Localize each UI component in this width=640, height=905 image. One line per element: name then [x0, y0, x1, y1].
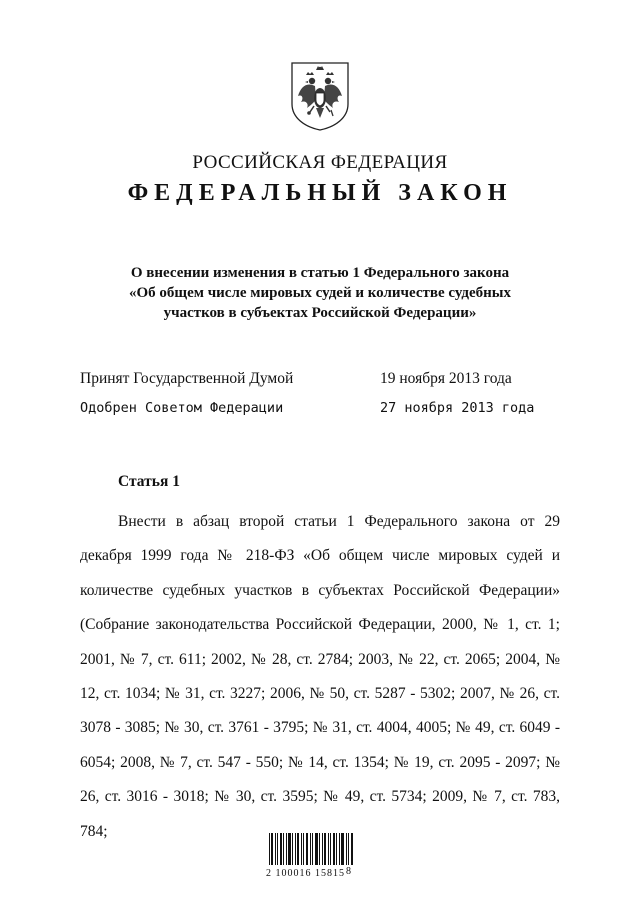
document-type-heading: ФЕДЕРАЛЬНЫЙ ЗАКОН	[127, 180, 513, 206]
law-title	[80, 263, 560, 323]
article-body-text: Внести в абзац второй статьи 1 Федерального закона от 29 декабря 1999 года № 218-ФЗ «Об общем числе мировых судей и количестве судебных участков в субъектах Российской Федерации» (Собрание законодательства Российской Федерации, 2000, № 1, ст. 1; 2001, № 7, ст. 611; 2002, № 28, ст. 2784; 2003, № 22, ст. 2065; 2004, № 12, ст. 1034; № 31, ст. 3227; 2006, № 50, ст. 5287 - 5302; 2007, № 26, ст. 3078 - 3085; № 30, ст. 3761 - 3795; № 31, ст. 4004, 4005; № 49, ст. 6049 - 6054; 2008, № 7, ст. 547 - 550; № 14, ст. 1354; № 19, ст. 2095 - 2097; № 26, ст. 3016 - 3018; № 30, ст. 3595; № 49, ст. 5734; 2009, № 7, ст. 783, 784;	[80, 513, 560, 840]
barcode	[268, 833, 358, 871]
coat-of-arms-icon	[289, 60, 351, 132]
duma-adoption-date: 19 ноября 2013 года	[380, 370, 512, 387]
article-heading: Статья 1	[118, 473, 180, 490]
barcode-number: 2 100016 15815	[266, 868, 345, 879]
law-title-line: «Об общем числе мировых судей и количестве судебных	[129, 285, 511, 301]
council-approval-date: 27 ноября 2013 года	[380, 400, 535, 416]
barcode-check-digit: 8	[346, 866, 351, 877]
country-name: РОССИЙСКАЯ ФЕДЕРАЦИЯ	[192, 152, 448, 173]
law-title-line: участков в субъектах Российской Федерации»	[163, 305, 477, 321]
duma-adoption-label: Принят Государственной Думой	[80, 370, 294, 387]
council-approval-label: Одобрен Советом Федерации	[80, 400, 284, 416]
law-title-line: О внесении изменения в статью 1 Федерального закона	[130, 265, 510, 281]
barcode-icon	[268, 833, 354, 871]
